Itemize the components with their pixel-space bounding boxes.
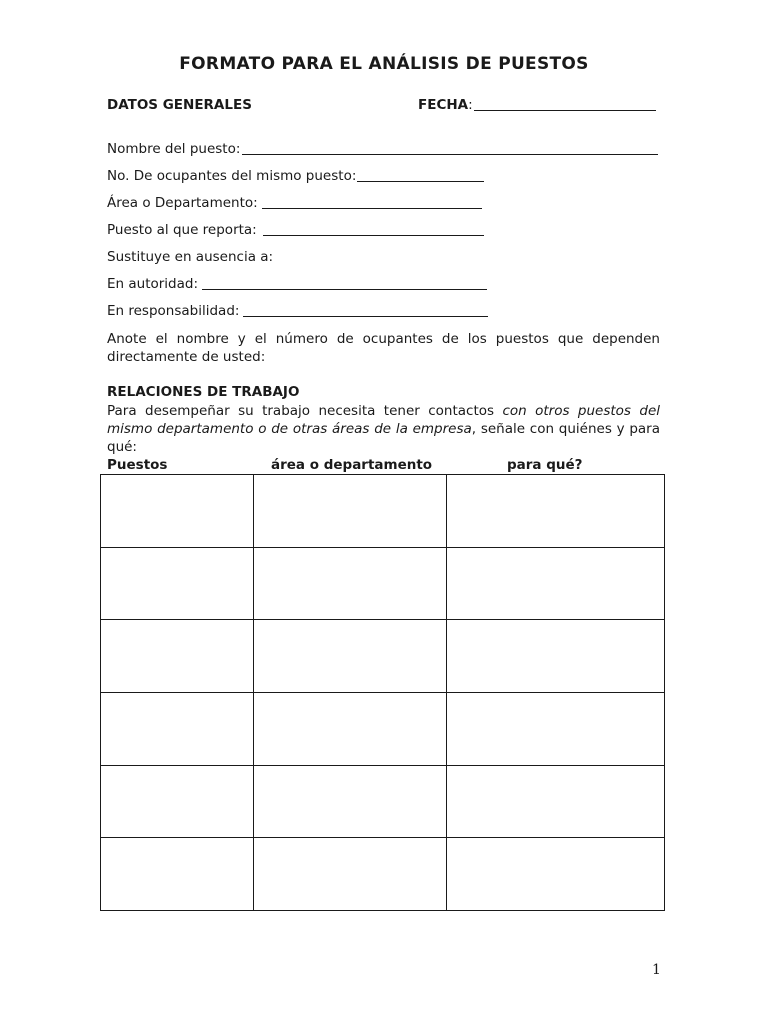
fecha-label <box>418 97 473 113</box>
relaciones-text-a: Para desempeñar su trabajo necesita tener contactos <box>107 403 503 419</box>
table-cell[interactable] <box>447 765 665 838</box>
relaciones-heading: RELACIONES DE TRABAJO <box>107 384 300 400</box>
column-header-para-que: para qué? <box>507 457 583 473</box>
relaciones-table <box>100 474 665 911</box>
en-autoridad-blank-line[interactable] <box>202 289 487 290</box>
area-departamento-blank-line[interactable] <box>262 208 482 209</box>
column-header-area: área o departamento <box>271 457 433 473</box>
numero-ocupantes-blank-line[interactable] <box>357 181 484 182</box>
table-cell[interactable] <box>447 838 665 911</box>
field-en-responsabilidad: En responsabilidad: <box>107 303 240 319</box>
field-sustituye-ausencia: Sustituye en ausencia a: <box>107 249 274 265</box>
puesto-reporta-blank-line[interactable] <box>263 235 484 236</box>
table-row <box>101 547 665 620</box>
table-cell[interactable] <box>101 620 254 693</box>
field-en-autoridad: En autoridad: <box>107 276 199 292</box>
en-responsabilidad-blank-line[interactable] <box>243 316 488 317</box>
table-row <box>101 765 665 838</box>
table-row <box>101 838 665 911</box>
instruction-text: Anote el nombre y el número de ocupantes de los puestos que dependen <box>107 331 660 347</box>
table-row <box>101 475 665 548</box>
relaciones-text-b: , señale con quiénes y para qué: <box>107 421 660 455</box>
table-cell[interactable] <box>254 475 447 548</box>
table-cell[interactable] <box>101 838 254 911</box>
table-cell[interactable] <box>101 692 254 765</box>
table-cell[interactable] <box>254 547 447 620</box>
table-cell[interactable] <box>447 692 665 765</box>
table-cell[interactable] <box>101 765 254 838</box>
relaciones-text-italic: con otros puestos del mismo departamento o de otras áreas de la empresa <box>107 403 660 437</box>
table-row <box>101 692 665 765</box>
field-puesto-reporta: Puesto al que reporta: <box>107 222 257 238</box>
table-cell[interactable] <box>254 692 447 765</box>
instruction-paragraph <box>107 330 660 366</box>
fecha-blank-line[interactable] <box>474 110 656 111</box>
table-cell[interactable] <box>447 620 665 693</box>
field-nombre-del-puesto: Nombre del puesto: <box>107 141 241 157</box>
table-cell[interactable] <box>447 547 665 620</box>
datos-generales-heading: DATOS GENERALES <box>107 97 252 113</box>
nombre-del-puesto-blank-line[interactable] <box>242 154 658 155</box>
table-cell[interactable] <box>101 547 254 620</box>
table-cell[interactable] <box>254 765 447 838</box>
column-header-puestos: Puestos <box>107 457 168 473</box>
page-number: 1 <box>652 962 661 978</box>
fecha-colon: : <box>468 97 473 113</box>
table-cell[interactable] <box>254 838 447 911</box>
table-cell[interactable] <box>447 475 665 548</box>
fecha-label-text: FECHA <box>418 97 469 113</box>
table-row <box>101 620 665 693</box>
table-cell[interactable] <box>101 475 254 548</box>
relaciones-paragraph <box>107 402 660 456</box>
field-numero-ocupantes: No. De ocupantes del mismo puesto: <box>107 168 357 184</box>
field-area-departamento: Área o Departamento: <box>107 195 258 211</box>
page-title: FORMATO PARA EL ANÁLISIS DE PUESTOS <box>179 54 589 74</box>
table-cell[interactable] <box>254 620 447 693</box>
instruction-text-last: directamente de usted: <box>107 349 266 365</box>
